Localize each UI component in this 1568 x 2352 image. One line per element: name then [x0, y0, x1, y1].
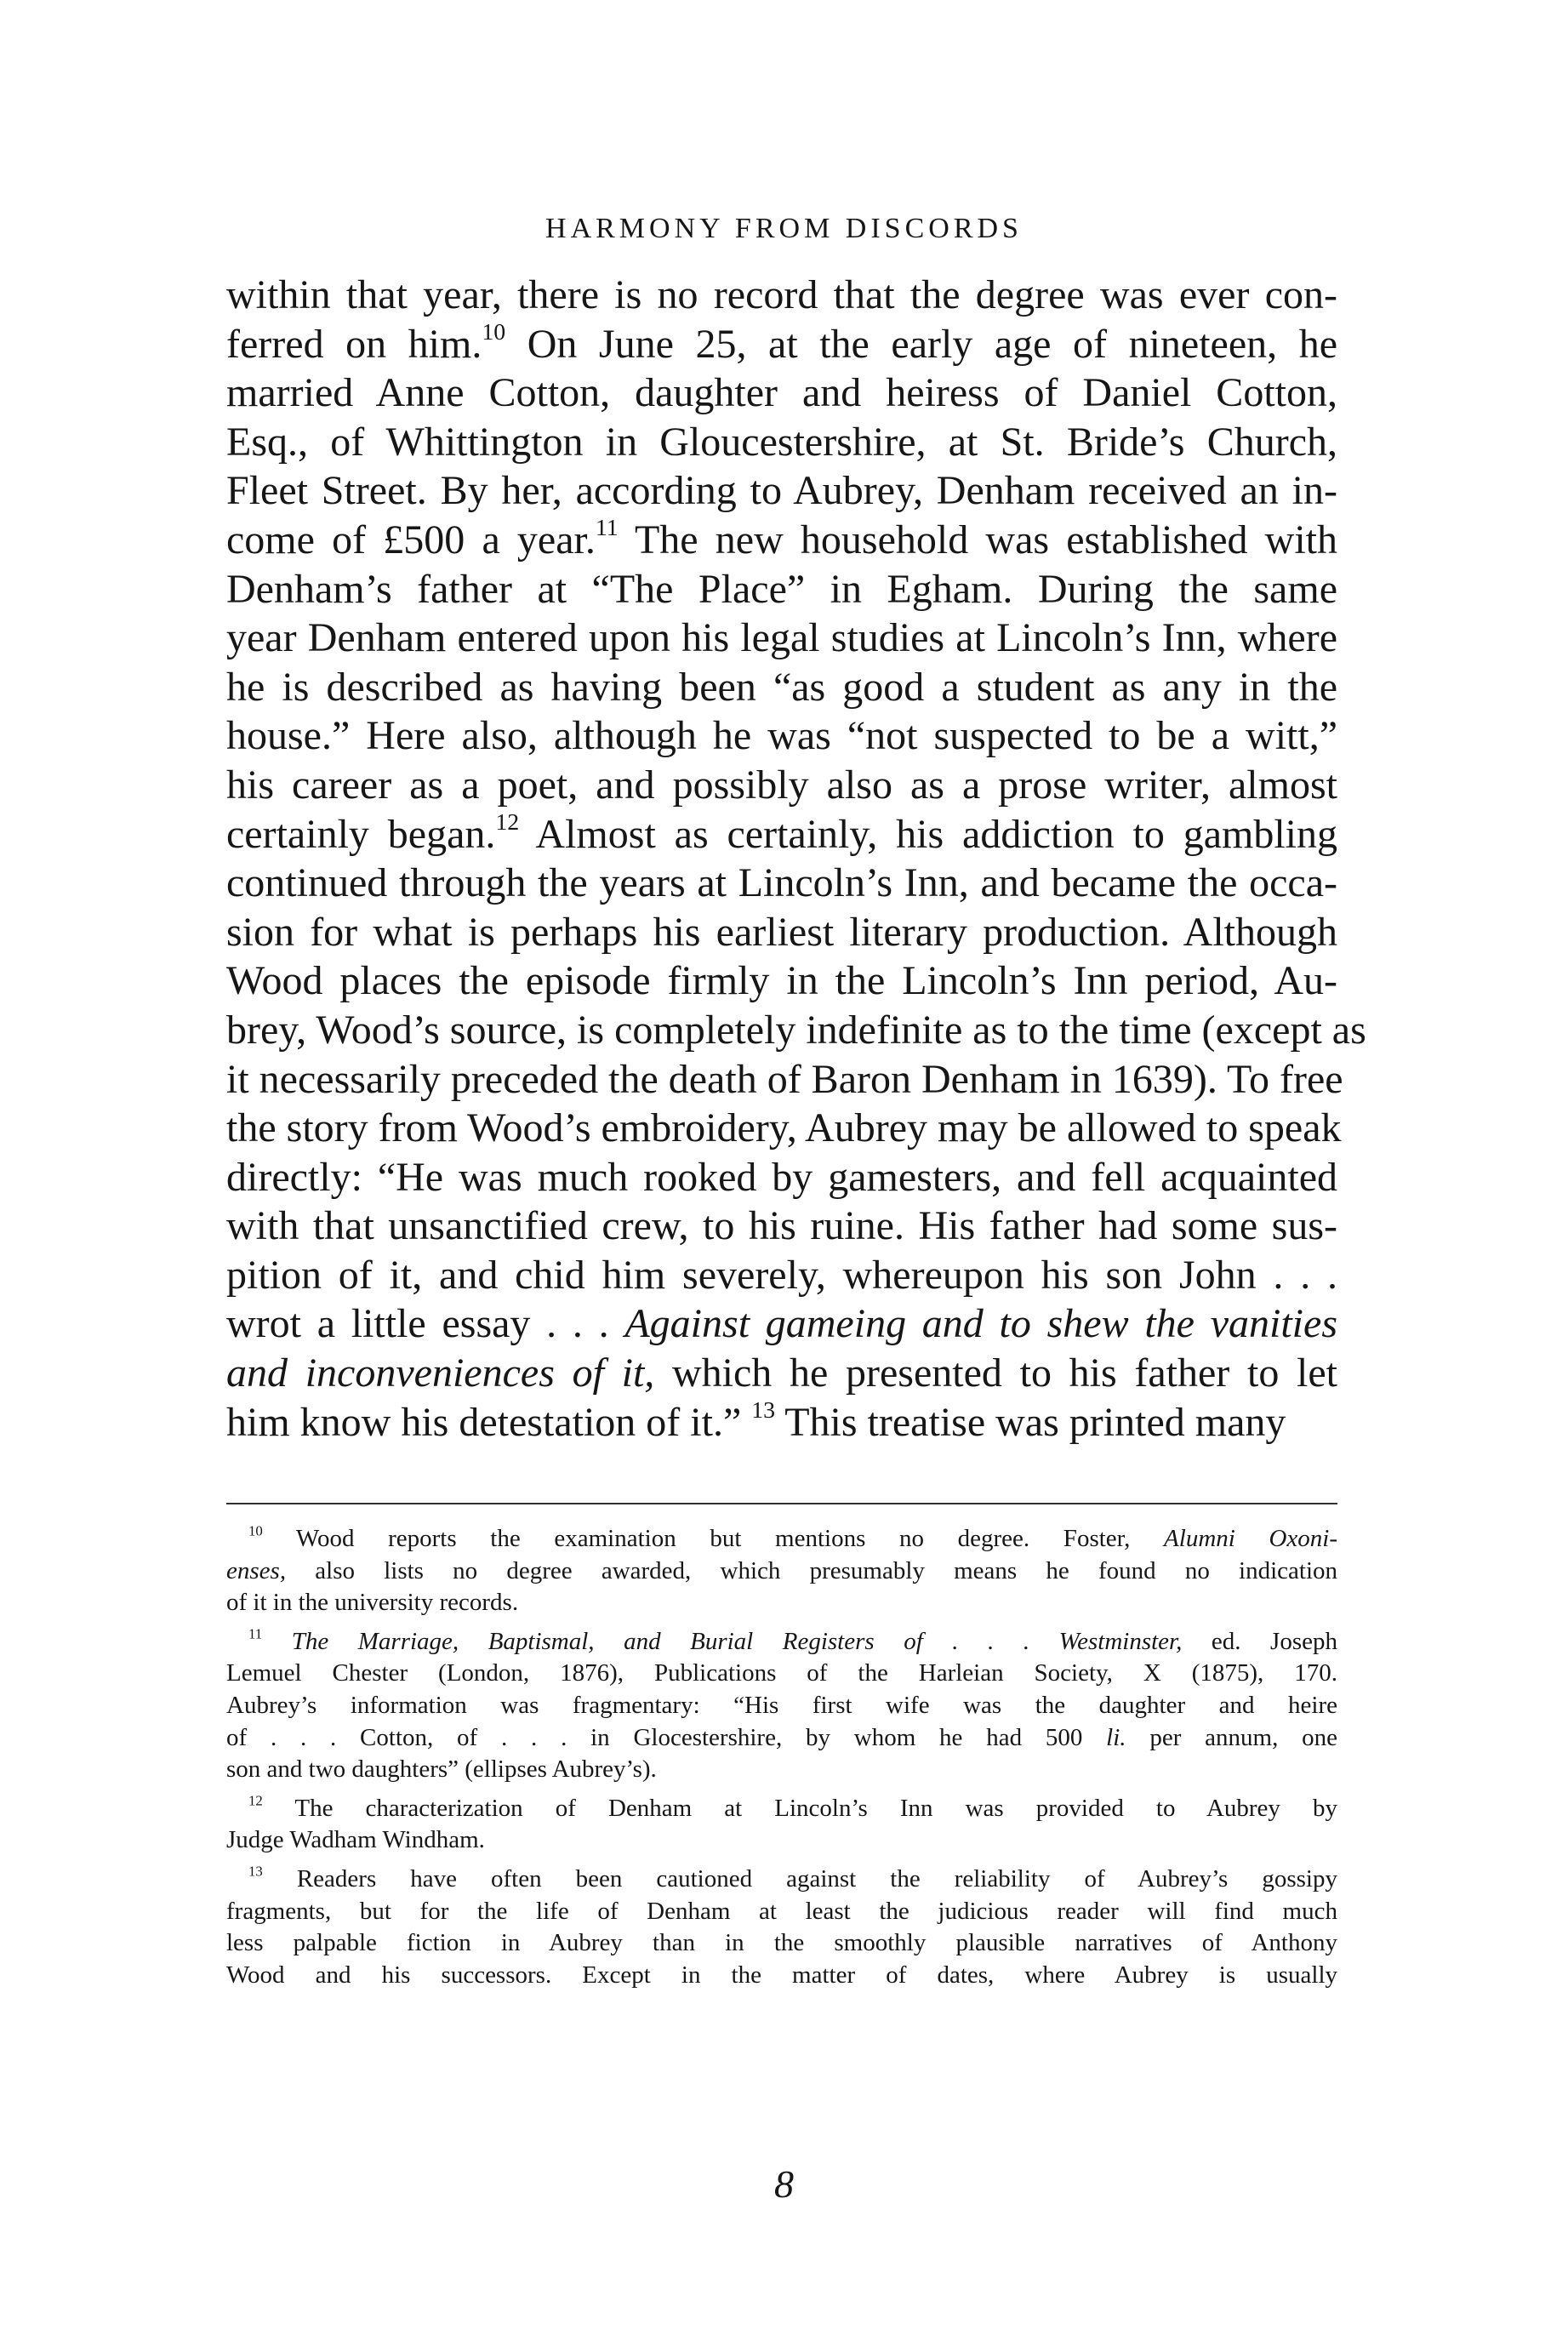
- footnotes: [226, 1523, 1337, 1998]
- body-line: he is described as having been “as good a student as any in the: [226, 664, 1337, 710]
- body-line: pition of it, and chid him severely, whereupon his son John . . .: [226, 1252, 1337, 1298]
- body-line: come of £500 a year.$^{11}$ The new household was established with: [226, 515, 1338, 562]
- footnote-10: [226, 1523, 1337, 1619]
- footnote-number: 12: [248, 1792, 263, 1809]
- body-line: within that year, there is no record that the degree was ever con-: [226, 272, 1337, 317]
- body-line: Denham’s father at “The Place” in Egham. During the same: [226, 566, 1337, 612]
- footnote-line: fragments, but for the life of Denham at least the judicious reader will find much: [226, 1897, 1337, 1925]
- body-line: the story from Wood’s embroidery, Aubrey may be allowed to speak: [226, 1105, 1342, 1151]
- body-line: sion for what is perhaps his earliest literary production. Although: [226, 909, 1337, 955]
- body-line: wrot a little essay . . . Against gameing and to shew the vanities: [226, 1301, 1337, 1347]
- footnote-number: 13: [248, 1863, 263, 1880]
- body-line: certainly began.$^{12}$ Almost as certainly, his addiction to gambling: [226, 808, 1338, 857]
- body-line: Fleet Street. By her, according to Aubrey, Denham received an in-: [226, 468, 1337, 514]
- footnote-line: $^{10}$ Wood reports the examination but mentions no degree. Foster, Alumni Oxoni-: [248, 1522, 1337, 1552]
- body-line: house.” Here also, although he was “not suspected to be a witt,”: [226, 713, 1337, 759]
- footnote-rule: [226, 1503, 1337, 1504]
- footnote-line: Wood and his successors. Except in the matter of dates, where Aubrey is usually: [226, 1961, 1337, 1989]
- footnote-ref: 11: [595, 515, 619, 542]
- body-line: with that unsanctified crew, to his ruine. His father had some sus-: [226, 1203, 1337, 1249]
- body-line: directly: “He was much rooked by gamesters, and fell acquainted: [226, 1154, 1337, 1200]
- footnote-line: $^{11}$ The Marriage, Baptismal, and Burial Registers of . . . Westminster, ed. Joseph: [248, 1625, 1337, 1655]
- italic-title: and inconveniences of it,: [226, 1350, 655, 1396]
- body-text: [226, 271, 1366, 1447]
- italic-title: Against gameing and to shew the vanities: [624, 1301, 1337, 1347]
- page-number: 8: [774, 2162, 794, 2206]
- body-line: continued through the years at Lincoln’s Inn, and became the occa-: [226, 860, 1337, 906]
- footnote-line: son and two daughters” (ellipses Aubrey’s).: [226, 1755, 657, 1784]
- footnote-line: Aubrey’s information was fragmentary: “His first wife was the daughter and heire: [226, 1691, 1337, 1719]
- footnote-ref: 10: [482, 318, 506, 345]
- body-line: Wood places the episode firmly in the Lincoln’s Inn period, Au-: [226, 958, 1337, 1004]
- footnote-12: [226, 1793, 1337, 1857]
- footnote-13: [226, 1864, 1337, 1991]
- body-line: married Anne Cotton, daughter and heiress of Daniel Cotton,: [226, 370, 1337, 416]
- footnote-line: of . . . Cotton, of . . . in Glocestershire, by whom he had 500 li. per annum, one: [226, 1723, 1337, 1751]
- running-head: HARMONY FROM DISCORDS: [545, 213, 1023, 244]
- body-line: it necessarily preceded the death of Baron Denham in 1639). To free: [226, 1056, 1343, 1102]
- body-line: ferred on him.$^{10}$ On June 25, at the early age of nineteen, he: [226, 318, 1338, 367]
- body-line: and inconveniences of it, which he presented to his father to let: [226, 1350, 1338, 1396]
- footnote-line: $^{13}$ Readers have often been cautioned against the reliability of Aubrey’s gossipy: [248, 1863, 1337, 1892]
- body-line: Esq., of Whittington in Gloucestershire, at St. Bride’s Church,: [226, 419, 1337, 465]
- footnote-line: of it in the university records.: [226, 1589, 519, 1617]
- footnote-line: Judge Wadham Windham.: [226, 1826, 485, 1854]
- body-line: year Denham entered upon his legal studies at Lincoln’s Inn, where: [226, 615, 1337, 661]
- footnote-11: [226, 1626, 1337, 1786]
- footnote-line: less palpable fiction in Aubrey than in the smoothly plausible narratives of Anthony: [226, 1929, 1337, 1957]
- body-line: him know his detestation of it.” $^{13}$ This treatise was printed many: [226, 1396, 1286, 1445]
- footnote-ref: 13: [751, 1396, 776, 1424]
- footnote-number: 11: [248, 1625, 263, 1642]
- footnote-line: enses, also lists no degree awarded, which presumably means he found no indication: [226, 1556, 1337, 1584]
- body-line: his career as a poet, and possibly also as a prose writer, almost: [226, 762, 1337, 808]
- footnote-ref: 12: [495, 808, 520, 836]
- footnote-line: $^{12}$ The characterization of Denham at Lincoln’s Inn was provided to Aubrey by: [248, 1792, 1337, 1822]
- footnote-line: Lemuel Chester (London, 1876), Publications of the Harleian Society, X (1875), 170.: [226, 1659, 1337, 1687]
- footnote-number: 10: [248, 1522, 263, 1539]
- body-line: brey, Wood’s source, is completely indefinite as to the time (except as: [226, 1007, 1366, 1053]
